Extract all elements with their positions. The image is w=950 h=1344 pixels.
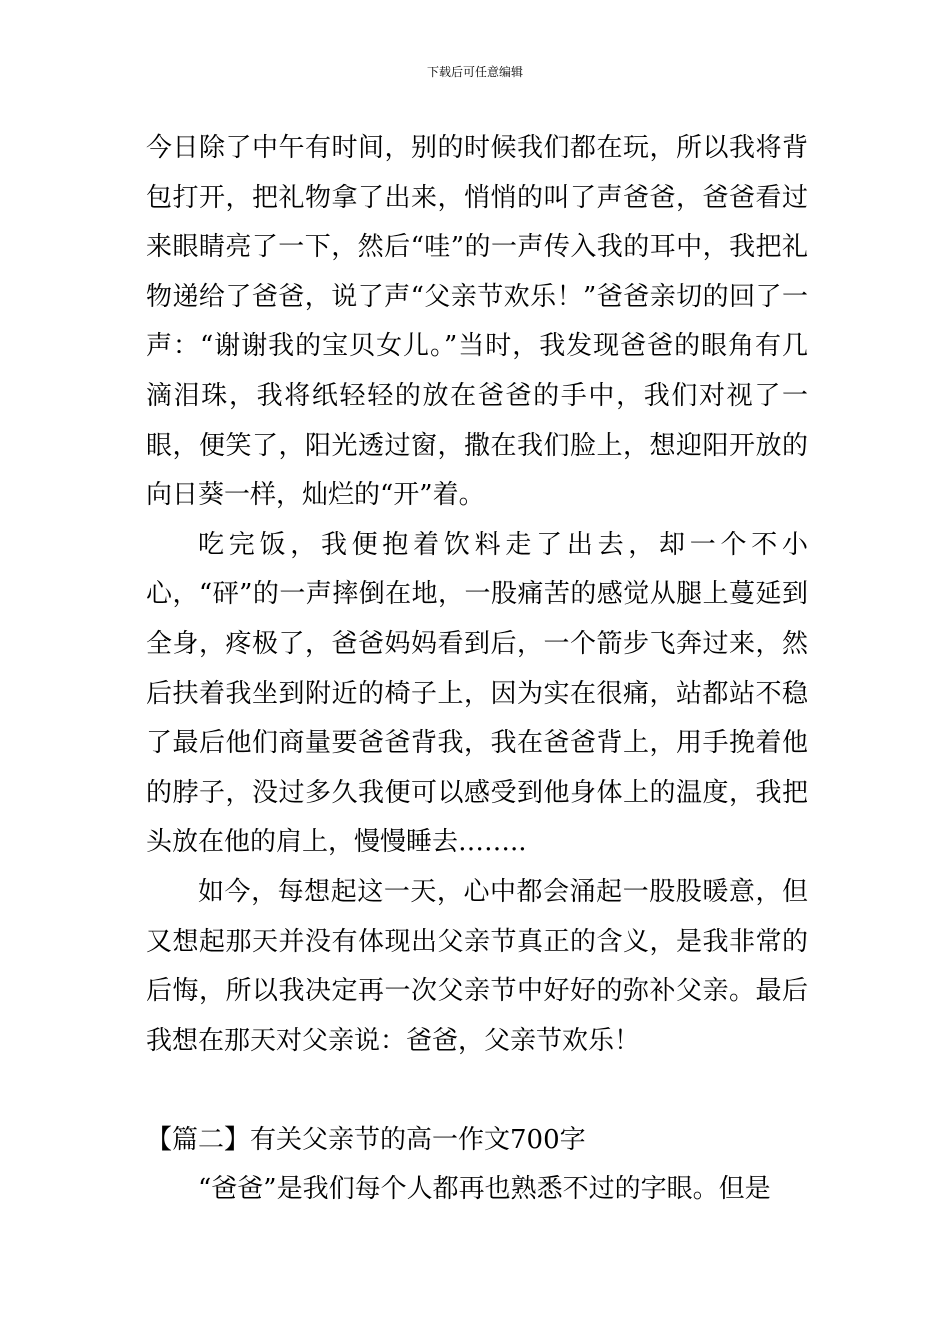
page-header: 下载后可任意编辑	[426, 65, 523, 79]
blank-line	[146, 1066, 808, 1116]
document-body	[146, 124, 808, 1215]
paragraph-1: 今日除了中午有时间，别的时候我们都在玩，所以我将背包打开，把礼物拿了出来，悄悄的叫了声爸爸，爸爸看过来眼睛亮了一下，然后“哇”的一声传入我的耳中，我把礼物递给了爸爸，说了声“父亲节欢乐！”爸爸亲切的回了一声：“谢谢我的宝贝女儿。”当时，我发现爸爸的眼角有几滴泪珠，我将纸轻轻的放在爸爸的手中，我们对视了一眼，便笑了，阳光透过窗，撒在我们脸上，想迎阳开放的向日葵一样，灿烂的“开”着。	[146, 133, 808, 511]
paragraph-3: 如今，每想起这一天，心中都会涌起一股股暖意，但又想起那天并没有体现出父亲节真正的含义，是我非常的后悔，所以我决定再一次父亲节中好好的弥补父亲。最后我想在那天对父亲说：爸爸，父亲节欢乐！	[146, 876, 808, 1056]
paragraph-4: “爸爸”是我们每个人都再也熟悉不过的字眼。但是	[198, 1174, 771, 1205]
paragraph-2: 吃完饭，我便抱着饮料走了出去，却一个不小心，“砰”的一声摔倒在地，一股痛苦的感觉从腿上蔓延到全身，疼极了，爸爸妈妈看到后，一个箭步飞奔过来，然后扶着我坐到附近的椅子上，因为实在很痛，站都站不稳了最后他们商量要爸爸背我，我在爸爸背上，用手挽着他的脖子，没过多久我便可以感受到他身体上的温度，我把头放在他的肩上，慢慢睡去……..	[146, 529, 808, 858]
section-title: 【篇二】有关父亲节的高一作文700字	[146, 1124, 586, 1155]
